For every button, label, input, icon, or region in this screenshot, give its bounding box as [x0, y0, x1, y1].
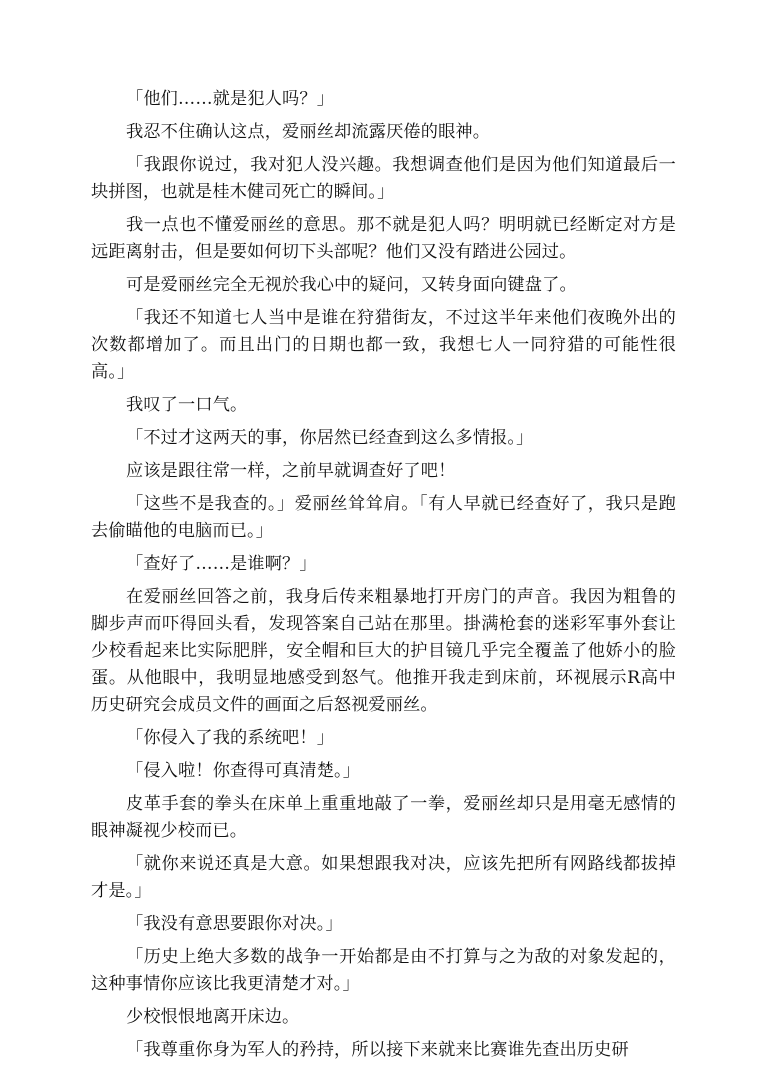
paragraph-6: 「我还不知道七人当中是谁在狩猎街友，不过这半年来他们夜晚外出的次数都增加了。而且出门的日期也都一致，我想七人一同狩猎的可能性很高。」 [91, 308, 676, 382]
paragraph-10: 「这些不是我查的。」爱丽丝耸耸肩。「有人早就已经查好了，我只是跑去偷瞄他的电脑而已。」 [91, 494, 676, 541]
paragraph-1: 「他们……就是犯人吗？」 [126, 89, 335, 109]
paragraph-17: 「我没有意思要跟你对决。」 [126, 914, 343, 934]
book-page [91, 86, 676, 1070]
paragraph-9: 应该是跟往常一样，之前早就调查好了吧！ [126, 461, 456, 481]
paragraph-19: 少校恨恨地离开床边。 [126, 1007, 300, 1027]
paragraph-11: 「查好了……是谁啊？」 [126, 554, 317, 574]
paragraph-8: 「不过才这两天的事，你居然已经查到这么多情报。」 [126, 428, 534, 448]
paragraph-20: 「我尊重你身为军人的矜持，所以接下来就来比赛谁先查出历史研 [126, 1040, 629, 1060]
paragraph-5: 可是爱丽丝完全无视於我心中的疑问，又转身面向键盘了。 [126, 275, 577, 295]
paragraph-3: 「我跟你说过，我对犯人没兴趣。我想调查他们是因为他们知道最后一块拼图，也就是桂木健司死亡的瞬间。」 [91, 155, 676, 202]
paragraph-13: 「你侵入了我的系统吧！」 [126, 728, 335, 748]
paragraph-2: 我忍不住确认这点，爱丽丝却流露厌倦的眼神。 [126, 122, 491, 142]
paragraph-15: 皮革手套的拳头在床单上重重地敲了一拳，爱丽丝却只是用毫无感情的眼神凝视少校而已。 [91, 794, 676, 841]
paragraph-12: 在爱丽丝回答之前，我身后传来粗暴地打开房门的声音。我因为粗鲁的脚步声而吓得回头看，发现答案自己站在那里。掛满枪套的迷彩军事外套让少校看起来比实际肥胖，安全帽和巨大的护目镜几乎完全覆盖了他娇小的脸蛋。从他眼中，我明显地感受到怒气。他推开我走到床前，环视展示R高中历史研究会成员文件的画面之后怒视爱丽丝。 [91, 587, 676, 715]
paragraph-18: 「历史上绝大多数的战争一开始都是由不打算与之为敌的对象发起的，这种事情你应该比我更清楚才对。」 [91, 947, 676, 994]
paragraph-4: 我一点也不懂爱丽丝的意思。那不就是犯人吗？明明就已经断定对方是远距离射击，但是要如何切下头部呢？他们又没有踏进公园过。 [91, 215, 676, 262]
paragraph-7: 我叹了一口气。 [126, 395, 248, 415]
paragraph-14: 「侵入啦！你查得可真清楚。」 [126, 761, 361, 781]
paragraph-16: 「就你来说还真是大意。如果想跟我对决，应该先把所有网路线都拔掉才是。」 [91, 854, 676, 901]
